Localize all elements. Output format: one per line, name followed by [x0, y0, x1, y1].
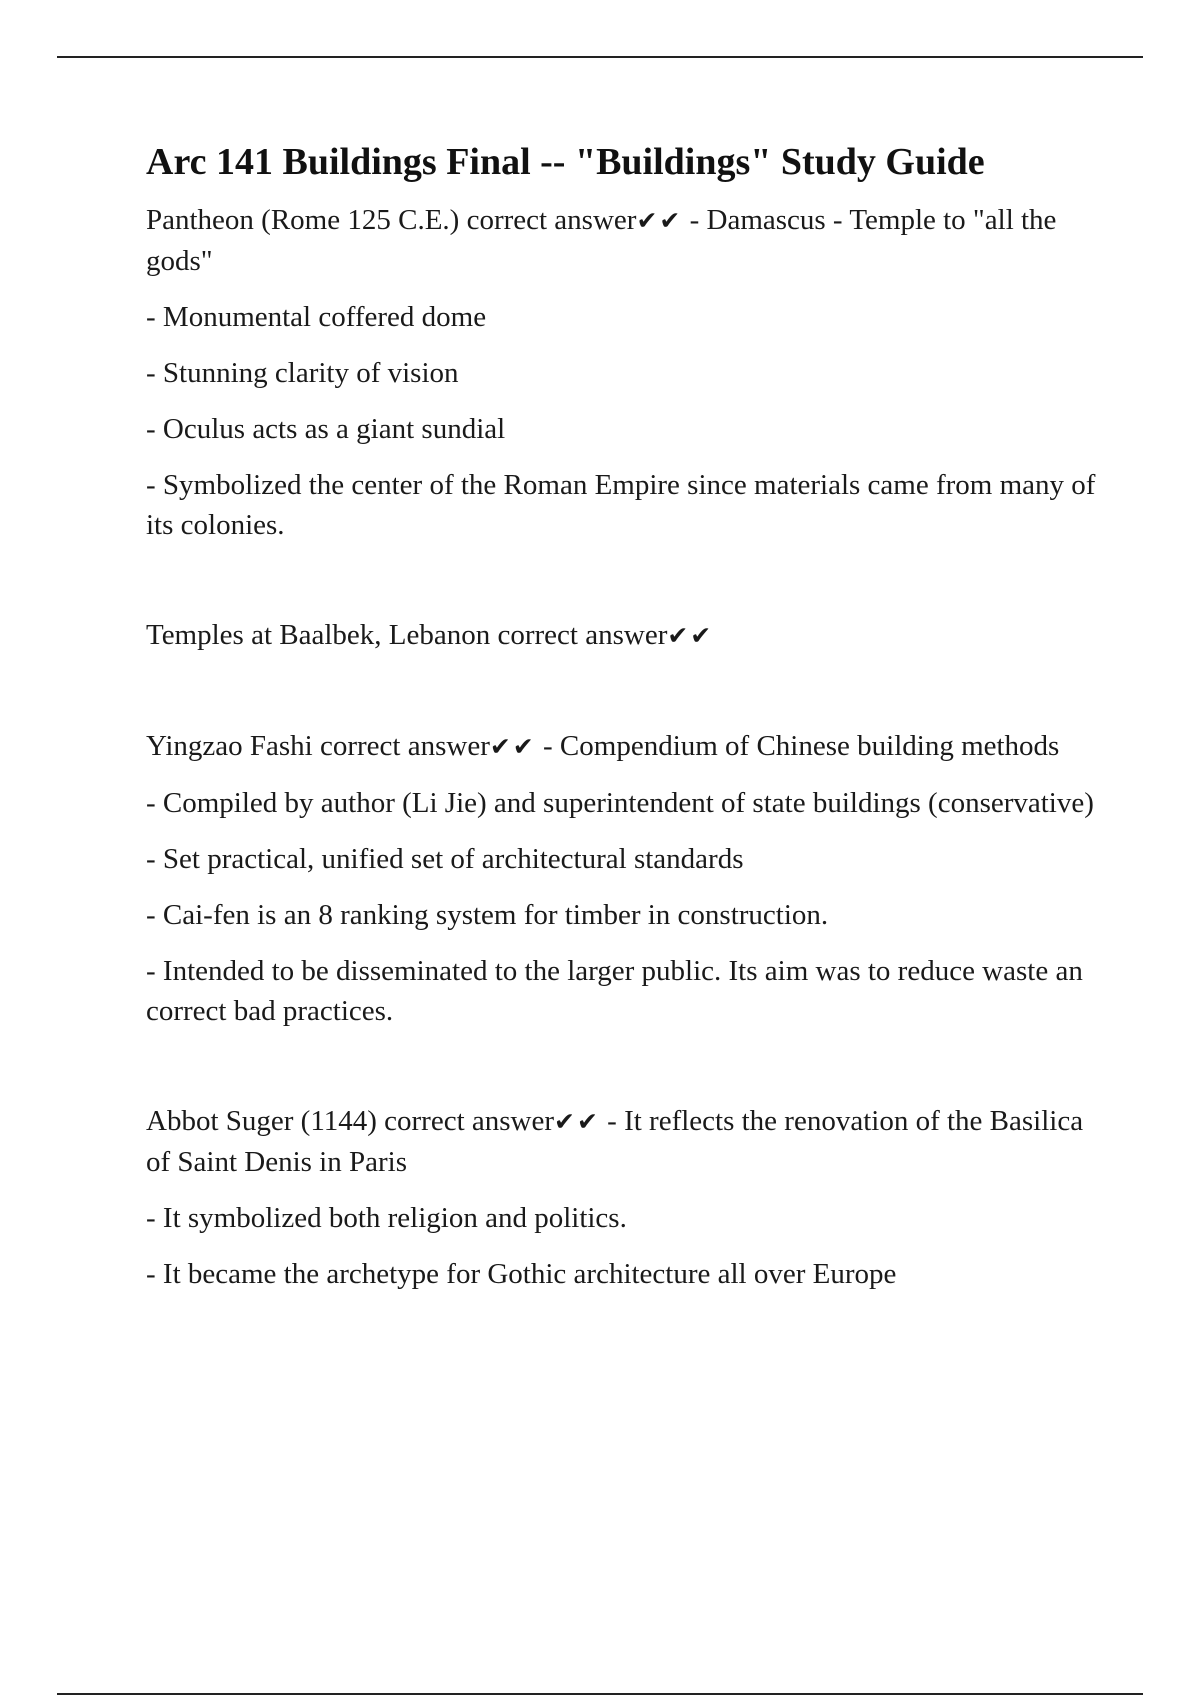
- entry-point: - Stunning clarity of vision: [146, 356, 459, 389]
- entry-heading: [146, 726, 1106, 767]
- entry-point: - It became the archetype for Gothic architecture all over Europe: [146, 1257, 897, 1290]
- entry-point: - Cai-fen is an 8 ranking system for timber in construction.: [146, 898, 829, 931]
- check-marks-icon: ✔✔: [489, 731, 536, 761]
- entry-spacer: [146, 672, 1106, 726]
- study-entry: [146, 200, 1106, 545]
- entry-point: - Monumental coffered dome: [146, 300, 487, 333]
- check-marks-icon: ✔✔: [554, 1106, 600, 1136]
- entry-point: - Set practical, unified set of architectural standards: [146, 842, 744, 875]
- entry-answer: - It reflects the renovation of the Basilica of Saint Denis in Paris: [146, 1104, 1084, 1178]
- study-entry: [146, 615, 1106, 656]
- entry-point: - It symbolized both religion and politics.: [146, 1201, 627, 1234]
- entry-point: - Oculus acts as a giant sundial: [146, 412, 506, 445]
- header-rule: [57, 56, 1143, 58]
- footer-rule: [57, 1693, 1143, 1695]
- entry-term: Pantheon (Rome 125 C.E.) correct answer: [146, 203, 637, 236]
- entry-spacer: [146, 1047, 1106, 1101]
- entry-point: - Compiled by author (Li Jie) and superintendent of state buildings (conservative): [146, 786, 1094, 819]
- entry-answer: - Compendium of Chinese building methods: [535, 729, 1060, 762]
- entry-point: - Intended to be disseminated to the larger public. Its aim was to reduce waste an correct bad practices.: [146, 954, 1083, 1027]
- document-body: [146, 140, 1106, 1310]
- entry-term: Abbot Suger (1144) correct answer: [146, 1104, 555, 1137]
- entry-term: Temples at Baalbek, Lebanon correct answer: [146, 618, 668, 651]
- study-entry: [146, 1101, 1106, 1294]
- entry-spacer: [146, 561, 1106, 615]
- entry-heading: [146, 200, 1106, 281]
- entry-answer: - Damascus - Temple to "all the gods": [146, 203, 1057, 277]
- entry-heading: [146, 615, 1106, 656]
- check-marks-icon: ✔✔: [636, 205, 683, 235]
- entry-term: Yingzao Fashi correct answer: [146, 729, 490, 762]
- study-entry: [146, 726, 1106, 1031]
- entry-heading: [146, 1101, 1106, 1182]
- entry-point: - Symbolized the center of the Roman Empire since materials came from many of its colonies.: [146, 468, 1096, 541]
- document-title: Arc 141 Buildings Final -- "Buildings" Study Guide: [146, 141, 985, 183]
- check-marks-icon: ✔✔: [667, 620, 714, 650]
